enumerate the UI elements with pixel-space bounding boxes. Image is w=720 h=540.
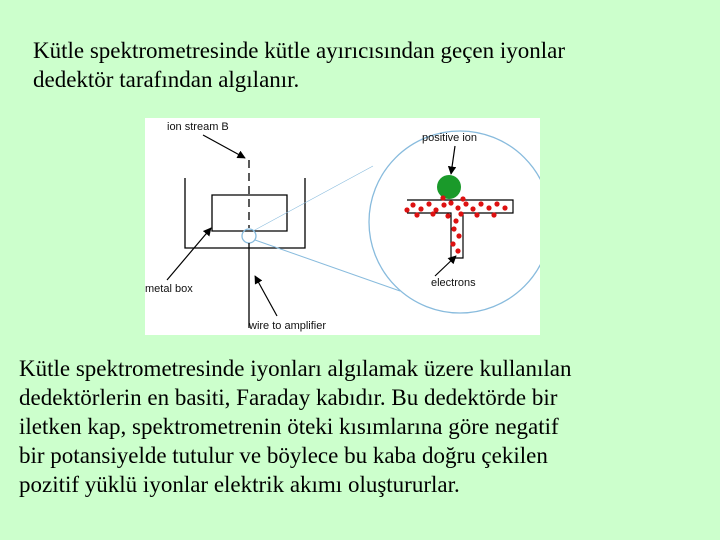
- electrons-label: electrons: [431, 277, 476, 289]
- zoom-connector-upper: [253, 166, 373, 231]
- wire-label: wire to amplifier: [249, 320, 327, 332]
- metal-box-arrow: [167, 228, 211, 280]
- body-line: pozitif yüklü iyonlar elektrik akımı oluştururlar.: [19, 472, 460, 497]
- body-line: Kütle spektrometresinde iyonları algılamak üzere kullanılan: [19, 356, 572, 381]
- intro-line-1: Kütle spektrometresinde kütle ayırıcısından geçen iyonlar: [33, 38, 566, 63]
- positive-ion-label: positive ion: [422, 132, 478, 144]
- ion-stream-arrow: [203, 135, 245, 158]
- positive-ion-dot: [437, 175, 461, 199]
- body-text: [19, 354, 709, 499]
- body-line: dedektörlerin en basiti, Faraday kabıdır. Bu dedektörde bir: [19, 385, 558, 410]
- body-line: bir potansiyelde tutulur ve böylece bu kaba doğru çekilen: [19, 443, 548, 468]
- faraday-cup-diagram: [145, 118, 540, 335]
- intro-text: [33, 36, 693, 94]
- ion-stream-label: ion stream B: [167, 121, 229, 133]
- metal-box-label: metal box: [145, 283, 193, 295]
- intro-line-2: dedektör tarafından algılanır.: [33, 67, 300, 92]
- body-line: iletken kap, spektrometrenin öteki kısımlarına göre negatif: [19, 414, 559, 439]
- diagram-svg: [145, 118, 540, 335]
- wire-arrow: [255, 276, 277, 316]
